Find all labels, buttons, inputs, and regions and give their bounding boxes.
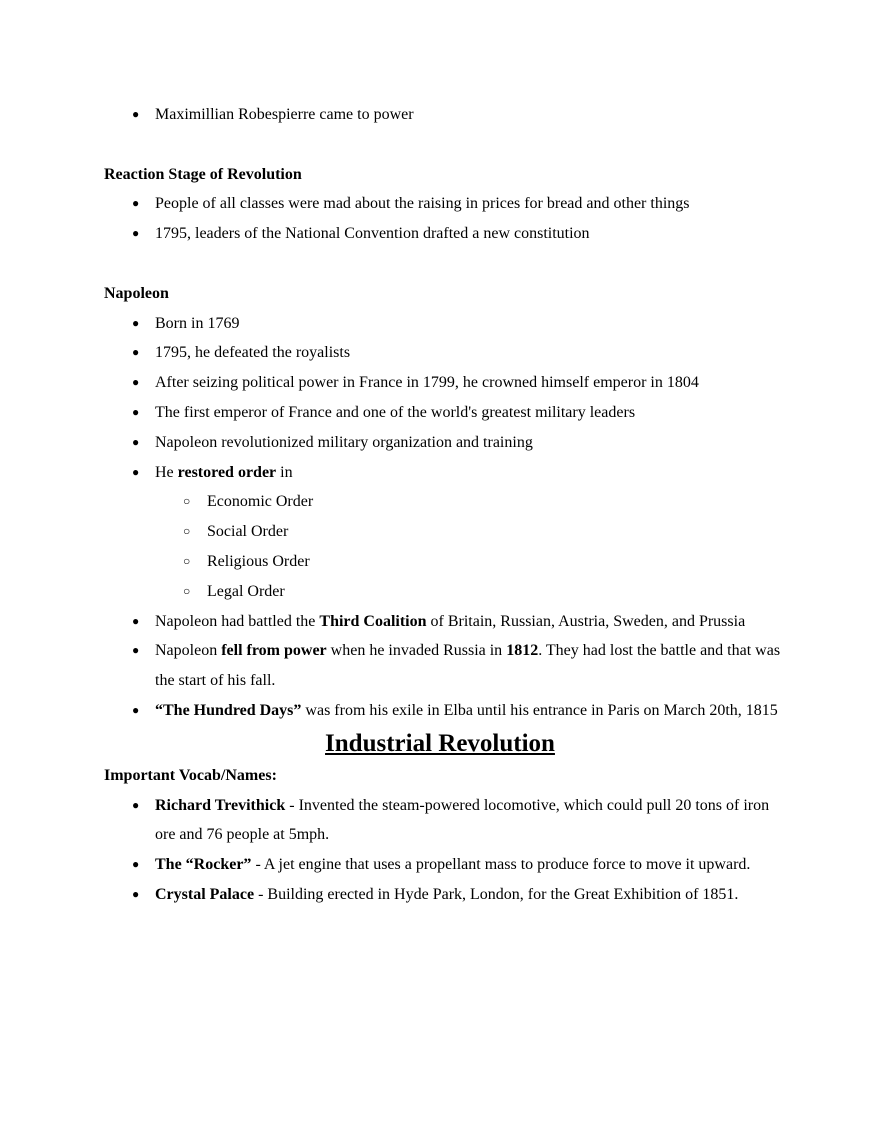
list-item-text: Maximillian Robespierre came to power — [155, 106, 414, 123]
bullet-icon: ● — [132, 375, 140, 390]
restored-pre-text: He — [155, 463, 178, 481]
sub-list-item-text: Economic Order — [207, 493, 314, 511]
list-item — [104, 368, 784, 398]
vocab-heading: Important Vocab/Names: — [104, 766, 277, 784]
spacer — [104, 130, 784, 160]
bullet-icon: ● — [132, 226, 140, 241]
list-item-text: Napoleon revolutionized military organization and training — [155, 433, 533, 451]
industrial-revolution-title: Industrial Revolution — [325, 729, 555, 757]
list-item-third-coalition — [104, 607, 784, 637]
sub-list-item — [155, 577, 784, 607]
sub-list-item-text: Legal Order — [207, 582, 285, 600]
bullet-icon: ● — [132, 345, 140, 360]
fall-year-text: 1812 — [506, 642, 539, 660]
sub-list-item-text: Social Order — [207, 523, 289, 541]
bullet-icon: ● — [132, 434, 140, 449]
document-content — [104, 100, 784, 910]
list-item-text: 1795, he defeated the royalists — [155, 344, 351, 362]
bullet-icon: ● — [132, 613, 140, 628]
bullet-icon: ● — [132, 702, 140, 717]
list-item-text: The first emperor of France and one of the world's greatest military leaders — [155, 403, 636, 421]
vocab-term: The “Rocker” — [155, 856, 252, 874]
bullet-icon: ● — [132, 857, 140, 872]
vocab-item — [104, 791, 784, 851]
hundred-days-bold-text: “The Hundred Days” — [155, 701, 302, 719]
coalition-pre-text: Napoleon had battled the — [155, 612, 320, 630]
list-item-fall — [104, 636, 784, 696]
coalition-bold-text: Third Coalition — [319, 612, 427, 630]
restored-sub-list — [155, 487, 784, 606]
bullet-icon: ● — [132, 404, 140, 419]
fall-bold-text: fell from power — [221, 642, 327, 660]
list-item-text: 1795, leaders of the National Convention drafted a new constitution — [155, 225, 590, 243]
list-item — [104, 338, 784, 368]
vocab-definition: - Building erected in Hyde Park, London, for the Great Exhibition of 1851. — [254, 885, 739, 903]
list-item — [104, 100, 784, 130]
list-item-text: Born in 1769 — [155, 314, 240, 332]
fall-post-text: . They had lost the battle and that was the start of his fall. — [155, 642, 781, 690]
bullet-icon: ● — [132, 464, 140, 479]
reaction-bullet-list — [104, 189, 784, 249]
list-item — [104, 398, 784, 428]
fall-pre-text: Napoleon — [155, 642, 222, 660]
list-item-hundred-days — [104, 696, 784, 726]
top-bullet-list — [104, 100, 784, 130]
list-item-text: People of all classes were mad about the raising in prices for bread and other things — [155, 195, 690, 213]
hollow-bullet-icon: ○ — [183, 524, 191, 539]
vocab-item — [104, 850, 784, 880]
spacer — [104, 249, 784, 279]
vocab-definition: - A jet engine that uses a propellant mass to produce force to move it upward. — [251, 856, 751, 874]
list-item-text: After seizing political power in France in 1799, he crowned himself emperor in 1804 — [155, 374, 699, 392]
sub-list-item-text: Religious Order — [207, 552, 310, 570]
hollow-bullet-icon: ○ — [183, 494, 191, 509]
vocab-term: Crystal Palace — [155, 885, 255, 903]
sub-list-item — [155, 487, 784, 517]
reaction-heading: Reaction Stage of Revolution — [104, 165, 302, 183]
vocab-term: Richard Trevithick — [155, 796, 286, 814]
list-item — [104, 309, 784, 339]
hollow-bullet-icon: ○ — [183, 583, 191, 598]
bullet-icon: ● — [132, 643, 140, 658]
bullet-icon: ● — [132, 886, 140, 901]
restored-bold-text: restored order — [177, 463, 277, 481]
bullet-icon: ● — [132, 797, 140, 812]
napoleon-bullet-list — [104, 309, 784, 726]
sub-list-item — [155, 517, 784, 547]
list-item-restored-order — [104, 458, 784, 607]
list-item — [104, 189, 784, 219]
hollow-bullet-icon: ○ — [183, 553, 191, 568]
list-item — [104, 428, 784, 458]
restored-post-text: in — [276, 463, 293, 481]
coalition-post-text: of Britain, Russian, Austria, Sweden, and Prussia — [426, 612, 746, 630]
bullet-icon: ● — [132, 107, 140, 121]
vocab-definition: - Invented the steam-powered locomotive, which could pull 20 tons of iron ore and 76 people at 5mph. — [155, 796, 770, 844]
vocab-item — [104, 880, 784, 910]
bullet-icon: ● — [132, 315, 140, 330]
list-item — [104, 219, 784, 249]
vocab-bullet-list — [104, 791, 784, 910]
napoleon-heading: Napoleon — [104, 284, 169, 302]
fall-mid-text: when he invaded Russia in — [326, 642, 507, 660]
sub-list-item — [155, 547, 784, 577]
bullet-icon: ● — [132, 196, 140, 211]
hundred-days-post-text: was from his exile in Elba until his entrance in Paris on March 20th, 1815 — [301, 701, 778, 719]
